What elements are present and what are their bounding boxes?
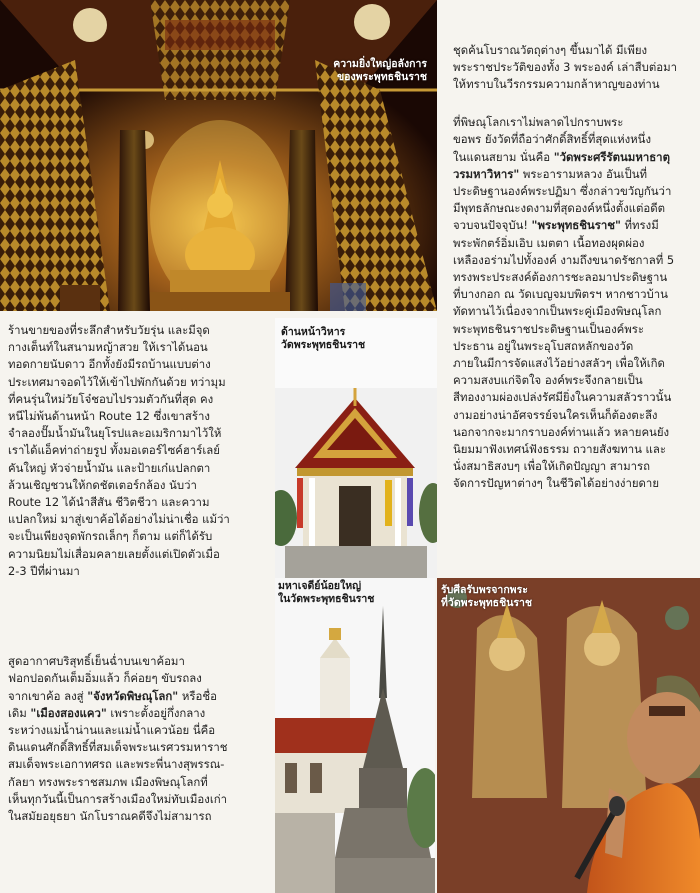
- temple-interior-caption: ความยิ่งใหญ่อลังการ ของพระพุทธชินราช: [333, 58, 427, 83]
- left-column-route12-paragraph: ร้านขายของที่ระลึกสำหรับวัยรุ่น และมีจุด กางเต็นท์ในสนามหญ้าสวย ให้เราได้นอน ทอดกายนับดาว อีกทั้งยังมีรถบ้านแบบต่าง ประเทศมาจอดไว้ให้เข้าไปพักกันด้วย ทว่ามุม ที่คนรุ่นใหม่วัยโจ๋ชอบไปรวมตัวกันที่สุด คง หนีไม่พ้นด้านหน้า Route 12 ซึ่งเขาสร้าง จำลองปั๊มน้ำมันในยุโรปและอเมริกามาไว้ให้ เราได้แอ็คท่าถ่ายรูป ทั้งมอเตอร์ไซค์ฮาร์เลย์ คันใหญ่ หัวจ่ายน้ำมัน และป้ายเก๋แปลกตา ล้วนเชิญชวนให้กดชัตเตอร์กล้อง นับว่า Route 12 ได้นำสีสัน ชีวิตชีวา และความ แปลกใหม่ มาสู่เขาค้อได้อย่างไม่น่าเชื่อ แม้ว่า จะเป็นเพียงจุดพักรถเล็กๆ ก็ตาม แต่ก็ได้รับ ความนิยมไม่เสื่อมคลายเลยตั้งแต่เปิดตัวเมื่อ 2-3 ปีที่ผ่านมา: [8, 323, 230, 578]
- temple-name-highlight: "วัดพระศรีรัตนมหาธาตุ วรมหาวิหาร": [453, 149, 670, 181]
- right-column-intro: ชุดค้นโบราณวัตถุต่างๆ ขึ้นมาได้ มีเพียง พระราชประวัติของทั้ง 3 พระองค์ เล่าสืบต่อมา ให้ทราบในวีรกรรมความกล้าหาญของท่าน: [453, 43, 677, 92]
- monk-blessing-caption: รับศีลรับพรจากพระ ที่วัดพระพุทธชินราช: [441, 584, 533, 609]
- monk-blessing-photo: [437, 578, 700, 893]
- temple-paragraph-intro: ที่พิษณุโลกเราไม่พลาดไปกราบพระ ขอพร ยังวัดที่ถือว่าศักดิ์สิทธิ์ที่สุดแห่งหนึ่ง ในแดนสยาม นั่นคือ: [453, 115, 652, 164]
- phitsanulok-mid: หรือชื่อ เดิม: [8, 688, 217, 720]
- left-column-phitsanulok-paragraph: [8, 636, 270, 825]
- front-hall-caption: ด้านหน้าวิหาร วัดพระพุทธชินราช: [281, 326, 366, 351]
- temple-paragraph-rest: ที่ทรงมี พระพักตร์อิ่มเอิบ เมตตา เนื้อทองผุดผ่อง เหลืองอร่ามไปทั้งองค์ งามถึงขนาดรัชกาลที่ 5 ทรงพระประสงค์ต้องการชะลอมาประดิษฐาน ที่บางกอก ณ วัดเบญจมบพิตรฯ หากชาวบ้าน ทัดทานไว้เนื่องจากเป็นพระคู่เมืองพิษณุโลก พระพุทธชินราชประดิษฐานเป็นองค์พระ ประธาน อยู่ในพระอุโบสถหลักของวัด ภายในมีการจัดแสงไว้อย่างสลัวๆ เพื่อให้เกิด ความสงบแก่จิตใจ องค์พระจึงกลายเป็น สีทองงามผ่องเปล่งรัศมียิ่งในความสลัวราวนั้น งามอย่างน่าอัศจรรย์จนใครเห็นก็ต้องตะลึง นอกจากจะมากราบองค์ท่านแล้ว หลายคนยัง นิยมมาฟังเทศน์ฟังธรรม ถวายสังฆทาน และ นั่งสมาธิสงบๆ เพื่อให้เกิดปัญญา สามารถ จัดการปัญหาต่างๆ ในชีวิตได้อย่างง่ายดาย: [453, 218, 675, 491]
- temple-paragraph-body: พระอารามหลวง อันเป็นที่ ประดิษฐานองค์พระปฏิมา ซึ่งกล่าวขวัญกันว่า มีพุทธลักษณะงดงามที่สุดองค์หนึ่งตั้งแต่อดีต จวบจนปัจจุบัน!: [453, 166, 672, 233]
- front-hall-illustration: [275, 318, 437, 578]
- right-column-temple-paragraph: [453, 97, 693, 493]
- front-hall-photo: [275, 318, 437, 578]
- province-name-highlight: "จังหวัดพิษณุโลก": [87, 688, 179, 703]
- phitsanulok-intro: สูดอากาศบริสุทธิ์เย็นฉ่ำบนเขาค้อมา ฟอกปอดกันเต็มอิ่มแล้ว ก็ค่อยๆ ขับรถลง จากเขาค้อ ลงสู่: [8, 654, 202, 703]
- old-city-name-highlight: "เมืองสองแคว": [30, 705, 107, 720]
- temple-interior-illustration: [0, 0, 437, 311]
- monk-mural-illustration: [437, 578, 700, 893]
- phitsanulok-rest: เพราะตั้งอยู่กึ่งกลาง ระหว่างแม่น้ำน่านและแม่น้ำแควน้อย นี่คือ ดินแดนศักดิ์สิทธิ์ที่สมเด็จพระนเรศวรมหาราช สมเด็จพระเอกาทศรถ และพระพี่นางสุพรรณ- กัลยา ทรงพระราชสมภพ เมืองพิษณุโลกที่ เห็นทุกวันนี้เป็นการสร้างเมืองใหม่ทับเมืองเก่า ในสมัยอยุธยา นักโบราณคดีจึงไม่สามารถ: [8, 705, 228, 824]
- pagoda-illustration: [275, 578, 435, 893]
- temple-interior-photo: [0, 0, 437, 311]
- small-pagoda-caption: มหาเจดีย์น้อยใหญ่ ในวัดพระพุทธชินราช: [278, 580, 375, 605]
- small-pagoda-photo: [275, 578, 435, 893]
- buddha-name-highlight: "พระพุทธชินราช": [531, 218, 621, 233]
